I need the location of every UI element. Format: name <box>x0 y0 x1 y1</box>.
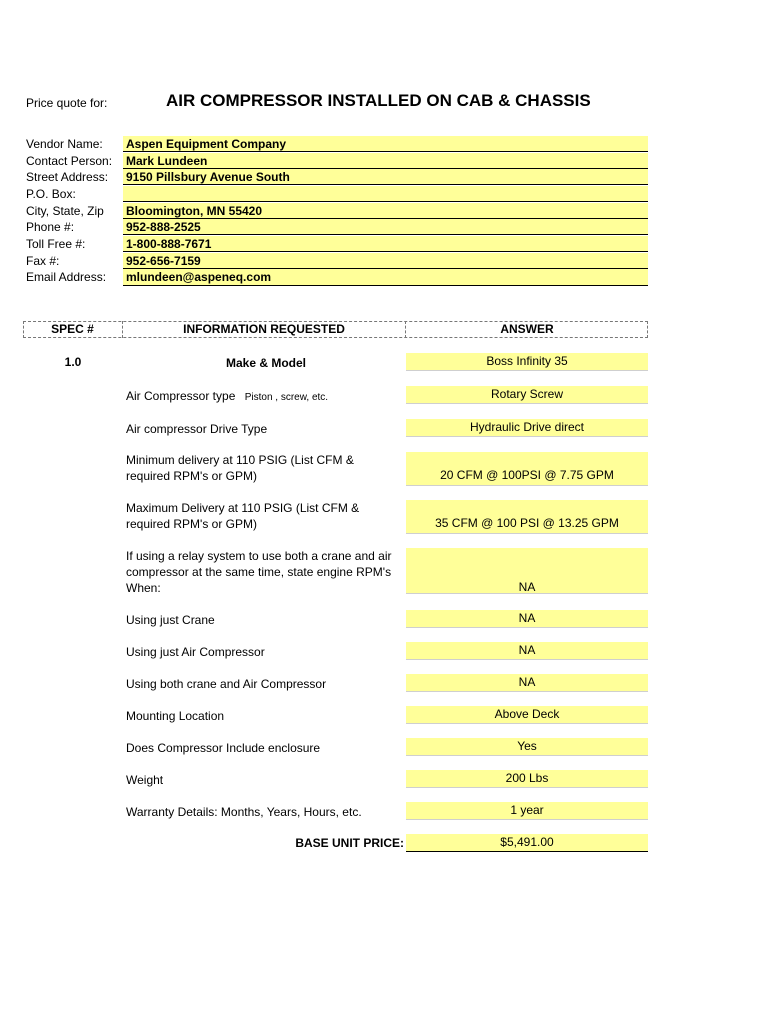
email-label: Email Address: <box>26 270 107 284</box>
vendor-name-label: Vendor Name: <box>26 137 103 151</box>
both-crane-compressor-label: Using both crane and Air Compressor <box>126 677 327 691</box>
weight-label: Weight <box>126 773 164 787</box>
base-price-answer[interactable]: $5,491.00 <box>406 834 648 852</box>
phone-label: Phone #: <box>26 220 75 234</box>
relay-system-label: If using a relay system to use both a crane and air compressor at the same time, state engine RPM's When: <box>126 549 392 595</box>
street-address-field[interactable]: 9150 Pillsbury Avenue South <box>123 169 648 185</box>
city-state-zip-label: City, State, Zip <box>26 204 104 218</box>
city-state-zip-field[interactable]: Bloomington, MN 55420 <box>123 203 648 219</box>
warranty-label: Warranty Details: Months, Years, Hours, etc. <box>126 805 362 819</box>
just-compressor-answer[interactable]: NA <box>406 642 648 660</box>
min-delivery-answer[interactable]: 20 CFM @ 100PSI @ 7.75 GPM <box>406 452 648 486</box>
mounting-location-answer[interactable]: Above Deck <box>406 706 648 724</box>
fax-label: Fax #: <box>26 254 60 268</box>
po-box-label: P.O. Box: <box>26 187 76 201</box>
just-compressor-label: Using just Air Compressor <box>126 645 265 659</box>
make-model-label: Make & Model <box>225 356 306 370</box>
email-field[interactable]: mlundeen@aspeneq.com <box>123 269 648 286</box>
spec-number: 1.0 <box>64 355 82 369</box>
street-address-label: Street Address: <box>26 170 109 184</box>
enclosure-answer[interactable]: Yes <box>406 738 648 756</box>
drive-type-label: Air compressor Drive Type <box>126 422 268 436</box>
answer-column-header: ANSWER <box>500 322 554 336</box>
spec-column-header: SPEC # <box>23 321 123 338</box>
contact-person-label: Contact Person: <box>26 154 113 168</box>
min-delivery-label: Minimum delivery at 110 PSIG (List CFM & required RPM's or GPM) <box>126 453 354 483</box>
contact-person-field[interactable]: Mark Lundeen <box>123 153 648 169</box>
po-box-field[interactable] <box>123 186 648 202</box>
relay-system-answer[interactable]: NA <box>406 548 648 594</box>
enclosure-label: Does Compressor Include enclosure <box>126 741 321 755</box>
mounting-location-label: Mounting Location <box>126 709 225 723</box>
warranty-answer[interactable]: 1 year <box>406 802 648 820</box>
fax-field[interactable]: 952-656-7159 <box>123 253 648 269</box>
max-delivery-answer[interactable]: 35 CFM @ 100 PSI @ 13.25 GPM <box>406 500 648 534</box>
phone-field[interactable]: 952-888-2525 <box>123 219 648 235</box>
compressor-type-answer[interactable]: Rotary Screw <box>406 386 648 404</box>
toll-free-field[interactable]: 1-800-888-7671 <box>123 236 648 252</box>
base-price-label: BASE UNIT PRICE: <box>295 836 404 850</box>
compressor-type-label: Air Compressor type <box>126 389 236 403</box>
compressor-type-hint: Piston , screw, etc. <box>244 392 329 403</box>
just-crane-answer[interactable]: NA <box>406 610 648 628</box>
price-quote-label: Price quote for: <box>26 96 108 110</box>
just-crane-label: Using just Crane <box>126 613 215 627</box>
toll-free-label: Toll Free #: <box>26 237 86 251</box>
compressor-type-question <box>126 388 406 406</box>
max-delivery-label: Maximum Delivery at 110 PSIG (List CFM & required RPM's or GPM) <box>126 501 360 531</box>
drive-type-answer[interactable]: Hydraulic Drive direct <box>406 419 648 437</box>
vendor-name-field[interactable]: Aspen Equipment Company <box>123 136 648 152</box>
weight-answer[interactable]: 200 Lbs <box>406 770 648 788</box>
both-crane-compressor-answer[interactable]: NA <box>406 674 648 692</box>
make-model-answer[interactable]: Boss Infinity 35 <box>406 353 648 371</box>
page-title: AIR COMPRESSOR INSTALLED ON CAB & CHASSIS <box>166 91 591 110</box>
info-column-header: INFORMATION REQUESTED <box>123 321 406 338</box>
